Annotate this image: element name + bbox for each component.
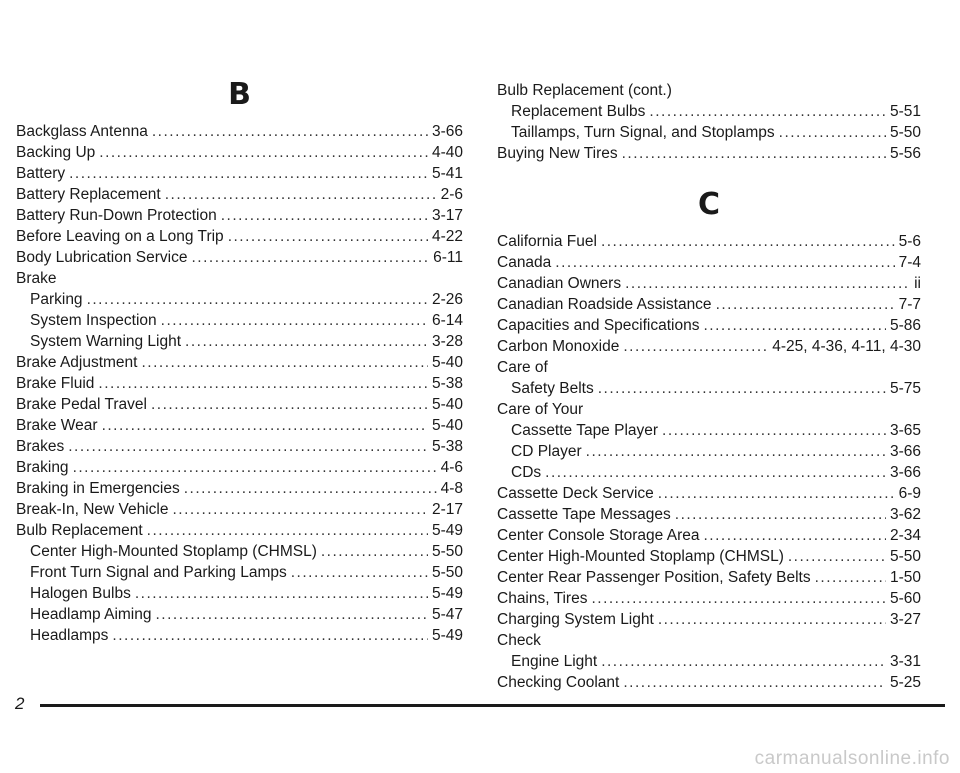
index-entry	[497, 101, 921, 122]
entry-page-ref: 5-41	[431, 165, 463, 182]
entry-page-ref: 7-7	[898, 296, 921, 313]
dot-leader	[623, 336, 768, 357]
entry-label: Carbon Monoxide	[497, 338, 620, 355]
dot-leader	[788, 546, 886, 567]
entry-page-ref: 5-75	[889, 380, 921, 397]
dot-leader	[779, 122, 886, 143]
entry-page-ref: 5-40	[431, 417, 463, 434]
dot-leader	[112, 625, 428, 646]
entry-label: Bulb Replacement (cont.)	[497, 82, 672, 99]
entry-page-ref: 4-40	[431, 144, 463, 161]
entry-label: Cassette Deck Service	[497, 485, 654, 502]
dot-leader	[321, 541, 428, 562]
dot-leader	[649, 101, 886, 122]
entry-page-ref: 3-66	[889, 443, 921, 460]
entry-label: Battery Replacement	[16, 186, 161, 203]
index-entry	[497, 483, 921, 504]
dot-leader	[69, 163, 428, 184]
entry-page-ref: 5-40	[431, 354, 463, 371]
index-entry	[497, 462, 921, 483]
dot-leader	[586, 441, 886, 462]
index-entry	[16, 457, 463, 478]
index-entry	[497, 294, 921, 315]
entry-label: Brake Pedal Travel	[16, 396, 147, 413]
entry-label: Backing Up	[16, 144, 96, 161]
entry-page-ref: 5-50	[889, 124, 921, 141]
dot-leader	[703, 525, 885, 546]
entry-label: Backglass Antenna	[16, 123, 148, 140]
index-entry	[16, 268, 463, 289]
index-entry	[16, 478, 463, 499]
entry-label: Braking in Emergencies	[16, 480, 180, 497]
dot-leader	[165, 184, 437, 205]
entry-page-ref: 5-50	[889, 548, 921, 565]
entry-page-ref: 6-14	[431, 312, 463, 329]
entry-label: Brake	[16, 270, 57, 287]
entry-page-ref: 5-25	[889, 674, 921, 691]
entry-label: Canadian Owners	[497, 275, 622, 292]
entry-page-ref: 3-62	[889, 506, 921, 523]
entry-label: Brake Fluid	[16, 375, 95, 392]
dot-leader	[675, 504, 886, 525]
entry-page-ref: 5-51	[889, 103, 921, 120]
entry-label: Canada	[497, 254, 552, 271]
index-entry	[16, 520, 463, 541]
index-entry	[16, 625, 463, 646]
entry-label: Brake Wear	[16, 417, 98, 434]
index-entry	[497, 336, 921, 357]
index-entry	[16, 289, 463, 310]
entry-label: Center High-Mounted Stoplamp (CHMSL)	[30, 543, 317, 560]
dot-leader	[291, 562, 428, 583]
dot-leader	[221, 205, 428, 226]
index-entry	[497, 378, 921, 399]
entry-page-ref: 3-27	[889, 611, 921, 628]
section-letter-b: B	[228, 77, 251, 112]
footer-rule	[40, 704, 945, 707]
entry-page-ref: 5-40	[431, 396, 463, 413]
entry-page-ref: 5-86	[889, 317, 921, 334]
entry-page-ref: 5-38	[431, 375, 463, 392]
dot-leader	[98, 373, 428, 394]
right-column	[497, 80, 921, 693]
index-entry	[16, 226, 463, 247]
dot-leader	[228, 226, 428, 247]
index-entry	[16, 142, 463, 163]
index-entry	[16, 121, 463, 142]
dot-leader	[99, 142, 428, 163]
entry-page-ref: 1-50	[889, 569, 921, 586]
right-continued-entry-list	[497, 80, 921, 164]
entry-page-ref: 6-11	[433, 249, 463, 266]
entry-label: Break-In, New Vehicle	[16, 501, 169, 518]
index-entry	[497, 504, 921, 525]
entry-page-ref: 5-50	[431, 543, 463, 560]
index-entry	[16, 247, 463, 268]
dot-leader	[658, 483, 895, 504]
entry-label: Halogen Bulbs	[30, 585, 131, 602]
index-entry	[497, 567, 921, 588]
entry-label: Center High-Mounted Stoplamp (CHMSL)	[497, 548, 784, 565]
entry-page-ref: 6-9	[898, 485, 921, 502]
entry-page-ref: ii	[914, 275, 921, 292]
entry-label: Checking Coolant	[497, 674, 620, 691]
index-entry	[497, 651, 921, 672]
entry-label: Canadian Roadside Assistance	[497, 296, 712, 313]
entry-page-ref: 5-49	[431, 627, 463, 644]
entry-label: Cassette Tape Messages	[497, 506, 671, 523]
left-entry-list	[16, 121, 463, 646]
entry-label: Battery Run-Down Protection	[16, 207, 217, 224]
entry-label: Center Console Storage Area	[497, 527, 700, 544]
entry-page-ref: 3-66	[431, 123, 463, 140]
index-entry	[497, 273, 921, 294]
index-entry	[16, 184, 463, 205]
index-entry	[16, 436, 463, 457]
entry-label: Brakes	[16, 438, 65, 455]
entry-page-ref: 5-47	[431, 606, 463, 623]
entry-page-ref: 4-6	[440, 459, 463, 476]
index-entry	[497, 588, 921, 609]
dot-leader	[625, 273, 910, 294]
entry-label: California Fuel	[497, 233, 597, 250]
entry-label: Headlamps	[30, 627, 109, 644]
entry-label: Care of	[497, 359, 548, 376]
entry-label: Cassette Tape Player	[511, 422, 659, 439]
dot-leader	[658, 609, 886, 630]
entry-label: CDs	[511, 464, 542, 481]
entry-label: Headlamp Aiming	[30, 606, 152, 623]
dot-leader	[555, 252, 894, 273]
entry-page-ref: 2-26	[431, 291, 463, 308]
entry-label: Charging System Light	[497, 611, 654, 628]
index-entry	[497, 399, 921, 420]
index-entry	[16, 394, 463, 415]
entry-page-ref: 4-25, 4-36, 4-11, 4-30	[772, 338, 921, 355]
dot-leader	[161, 310, 428, 331]
dot-leader	[601, 651, 886, 672]
entry-label: Battery	[16, 165, 66, 182]
dot-leader	[73, 457, 437, 478]
entry-page-ref: 5-49	[431, 585, 463, 602]
entry-page-ref: 5-6	[898, 233, 921, 250]
entry-label: Buying New Tires	[497, 145, 618, 162]
entry-label: Braking	[16, 459, 69, 476]
entry-label: Chains, Tires	[497, 590, 588, 607]
entry-label: Body Lubrication Service	[16, 249, 188, 266]
dot-leader	[191, 247, 429, 268]
dot-leader	[135, 583, 428, 604]
entry-page-ref: 5-38	[431, 438, 463, 455]
dot-leader	[151, 394, 428, 415]
index-entry	[497, 525, 921, 546]
dot-leader	[662, 420, 886, 441]
dot-leader	[155, 604, 427, 625]
entry-page-ref: 3-31	[889, 653, 921, 670]
entry-label: Taillamps, Turn Signal, and Stoplamps	[511, 124, 775, 141]
index-entry	[497, 441, 921, 462]
dot-leader	[102, 415, 428, 436]
dot-leader	[598, 378, 886, 399]
dot-leader	[185, 331, 428, 352]
entry-label: Replacement Bulbs	[511, 103, 646, 120]
index-entry	[497, 672, 921, 693]
entry-page-ref: 5-50	[431, 564, 463, 581]
entry-label: Capacities and Specifications	[497, 317, 700, 334]
dot-leader	[601, 231, 895, 252]
index-entry	[16, 499, 463, 520]
dot-leader	[716, 294, 895, 315]
index-entry	[16, 373, 463, 394]
dot-leader	[147, 520, 428, 541]
index-entry	[497, 143, 921, 164]
dot-leader	[622, 143, 886, 164]
watermark: carmanualsonline.info	[754, 748, 950, 769]
index-entry	[497, 609, 921, 630]
dot-leader	[623, 672, 886, 693]
index-entry	[497, 357, 921, 378]
entry-page-ref: 5-60	[889, 590, 921, 607]
entry-page-ref: 3-17	[431, 207, 463, 224]
entry-label: Parking	[30, 291, 83, 308]
dot-leader	[815, 567, 886, 588]
index-entry	[16, 331, 463, 352]
index-entry	[16, 352, 463, 373]
dot-leader	[152, 121, 428, 142]
dot-leader	[68, 436, 428, 457]
entry-page-ref: 2-17	[431, 501, 463, 518]
index-entry	[16, 562, 463, 583]
dot-leader	[703, 315, 885, 336]
index-entry	[497, 630, 921, 651]
dot-leader	[184, 478, 437, 499]
index-entry	[497, 252, 921, 273]
index-entry	[497, 420, 921, 441]
entry-label: Engine Light	[511, 653, 598, 670]
entry-label: Bulb Replacement	[16, 522, 143, 539]
dot-leader	[591, 588, 886, 609]
entry-page-ref: 2-34	[889, 527, 921, 544]
right-entry-list	[497, 231, 921, 693]
dot-leader	[545, 462, 886, 483]
index-entry	[16, 163, 463, 184]
index-entry	[16, 310, 463, 331]
index-entry	[497, 231, 921, 252]
entry-page-ref: 4-22	[431, 228, 463, 245]
page-number: 2	[15, 694, 25, 713]
entry-label: Safety Belts	[511, 380, 594, 397]
entry-label: CD Player	[511, 443, 582, 460]
dot-leader	[87, 289, 428, 310]
index-entry	[16, 541, 463, 562]
index-entry	[16, 415, 463, 436]
dot-leader	[173, 499, 428, 520]
entry-page-ref: 7-4	[898, 254, 921, 271]
index-entry	[497, 80, 921, 101]
entry-label: System Inspection	[30, 312, 157, 329]
left-column	[16, 77, 463, 646]
index-entry	[497, 122, 921, 143]
entry-page-ref: 5-49	[431, 522, 463, 539]
entry-page-ref: 5-56	[889, 145, 921, 162]
entry-page-ref: 4-8	[440, 480, 463, 497]
index-entry	[497, 546, 921, 567]
entry-label: Before Leaving on a Long Trip	[16, 228, 224, 245]
section-letter-c: C	[697, 187, 721, 222]
entry-label: Care of Your	[497, 401, 584, 418]
entry-label: Center Rear Passenger Position, Safety Belts	[497, 569, 811, 586]
index-entry	[16, 583, 463, 604]
entry-page-ref: 3-66	[889, 464, 921, 481]
entry-label: Brake Adjustment	[16, 354, 138, 371]
entry-label: Check	[497, 632, 541, 649]
entry-page-ref: 2-6	[440, 186, 463, 203]
entry-label: System Warning Light	[30, 333, 182, 350]
index-entry	[16, 604, 463, 625]
index-entry	[16, 205, 463, 226]
entry-page-ref: 3-28	[431, 333, 463, 350]
entry-page-ref: 3-65	[889, 422, 921, 439]
index-entry	[497, 315, 921, 336]
entry-label: Front Turn Signal and Parking Lamps	[30, 564, 287, 581]
dot-leader	[141, 352, 427, 373]
